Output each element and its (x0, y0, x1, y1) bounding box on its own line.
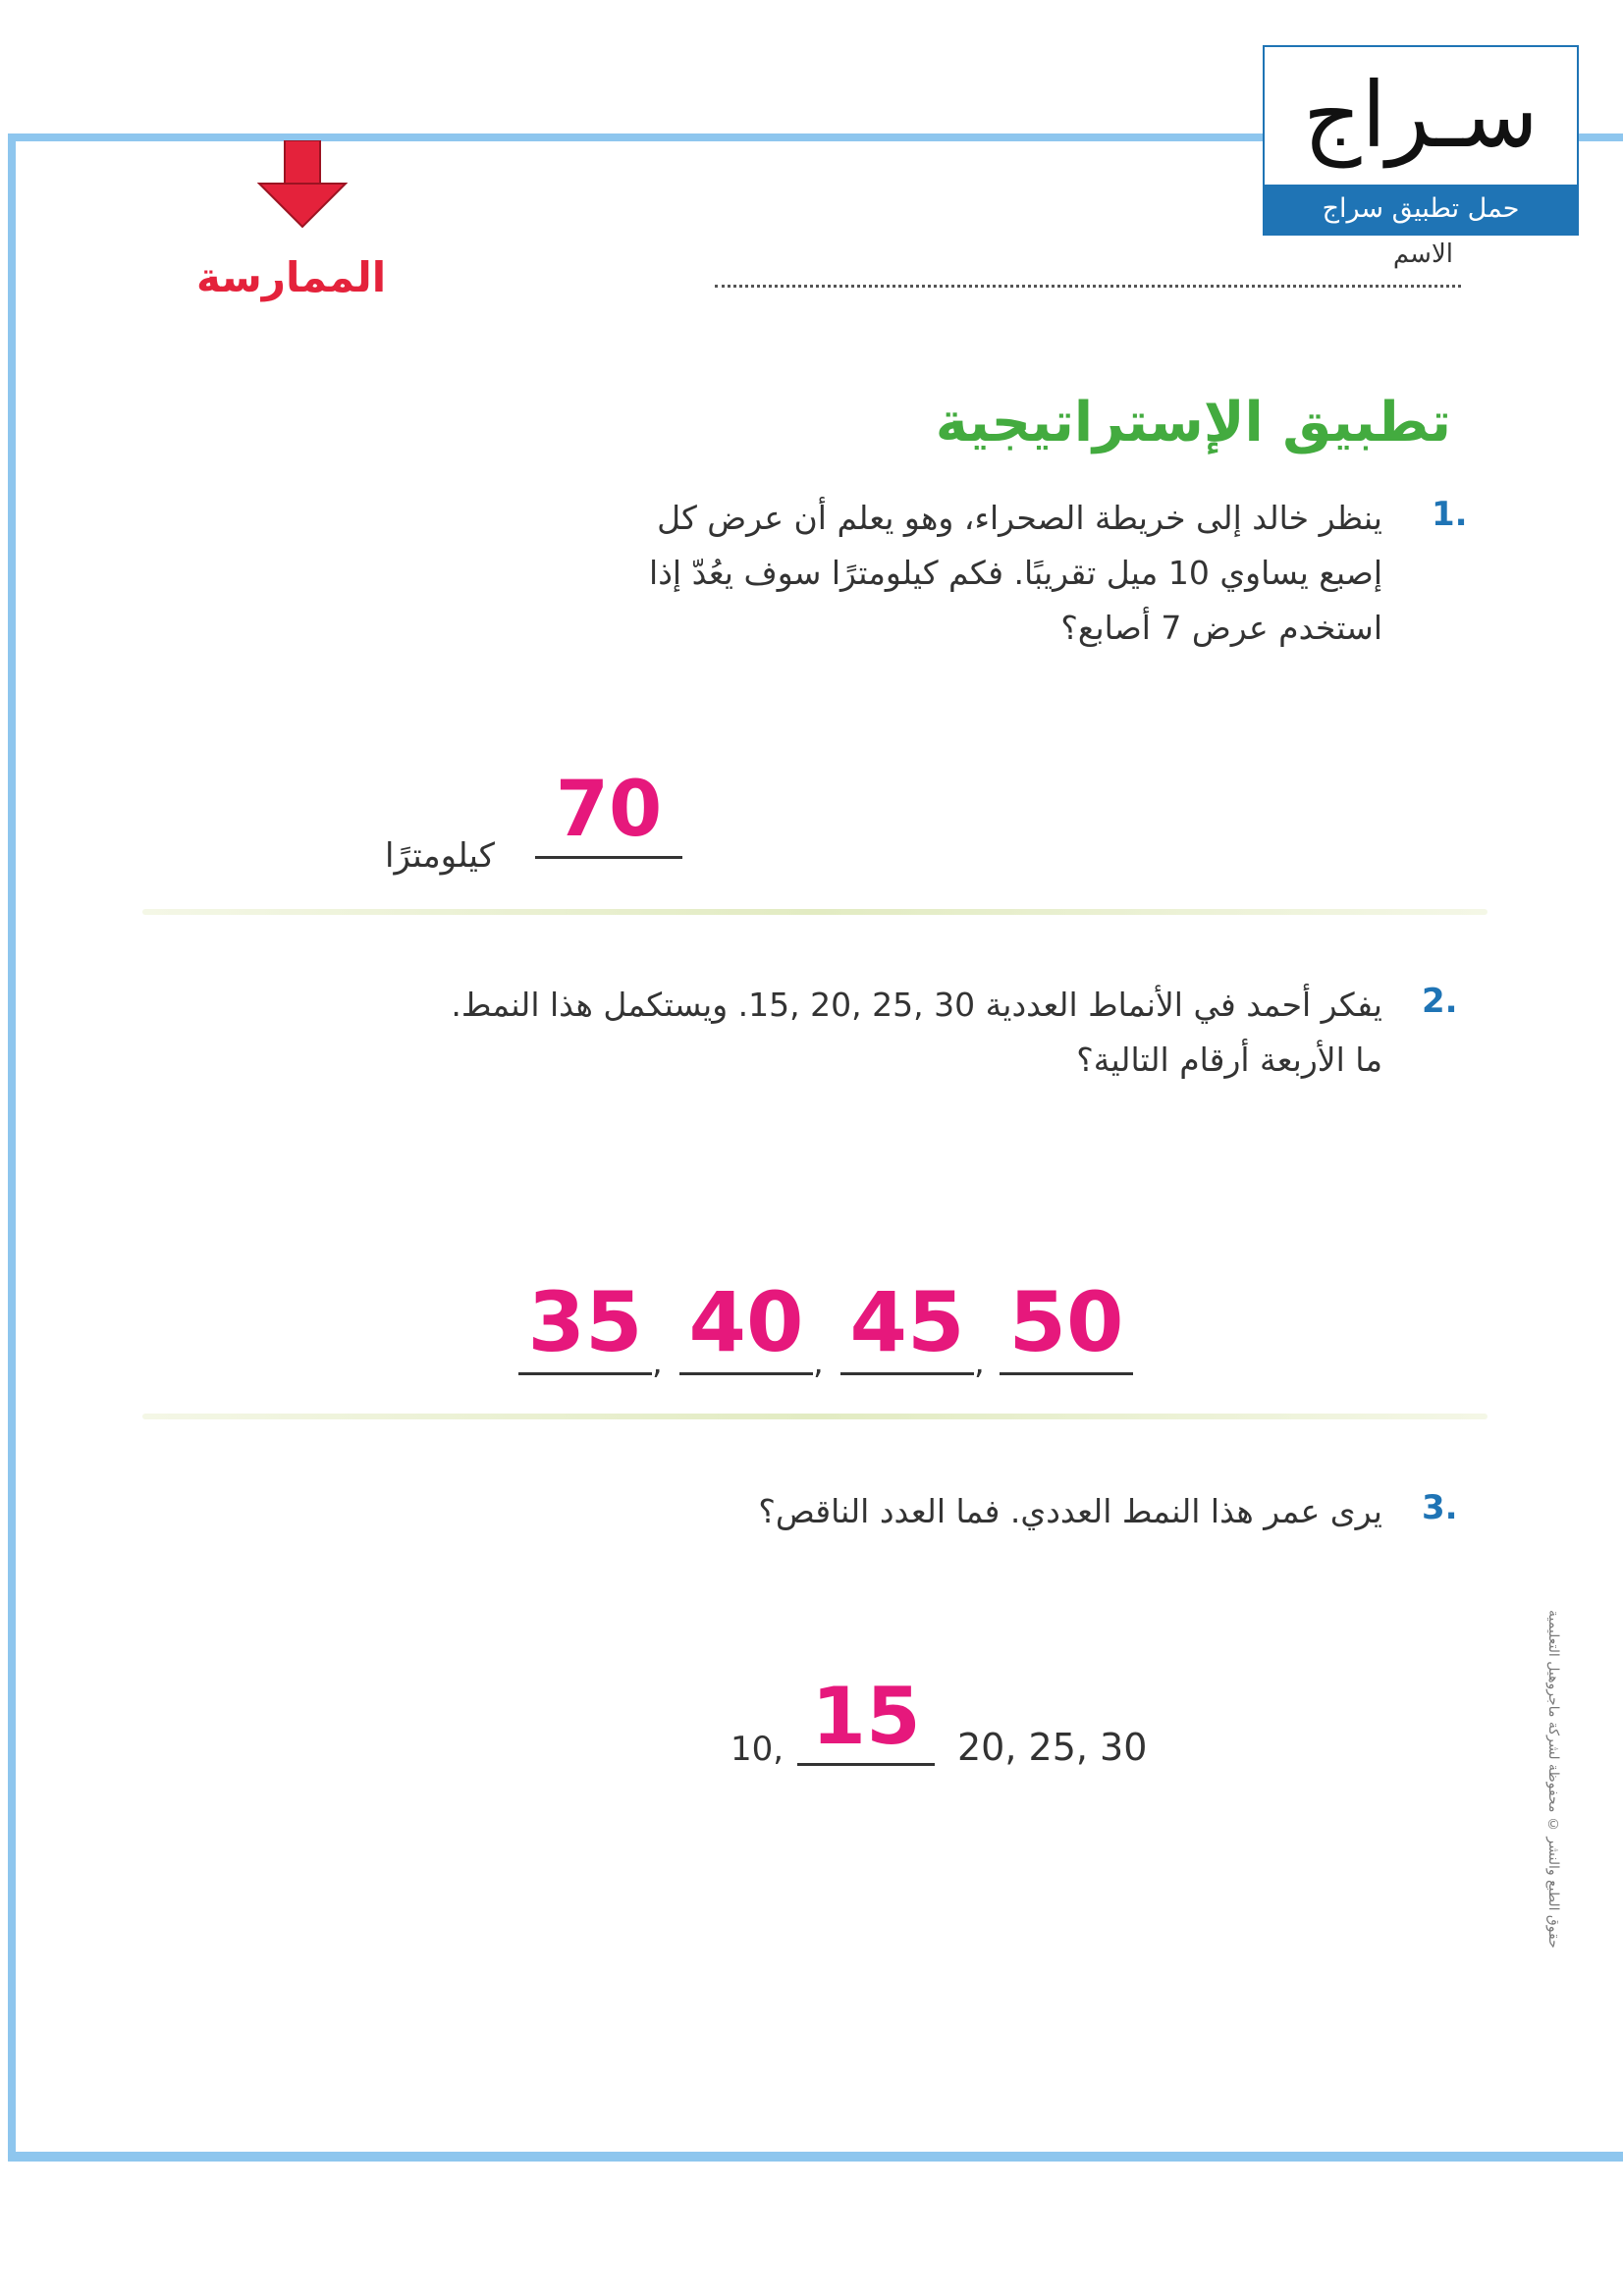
question-1-line-3: استخدم عرض 7 أصابع؟ (1060, 609, 1382, 647)
question-2-number: 2. (1422, 982, 1458, 1021)
question-2-line-1: يفكر أحمد في الأنماط العددية 30 ,25 ,20 ,15. ويستكمل هذا النمط. (451, 986, 1382, 1024)
comma: , (813, 1343, 824, 1382)
question-2-line-2: ما الأربعة أرقام التالية؟ (1076, 1041, 1382, 1079)
comma: , (974, 1343, 985, 1382)
comma: , (652, 1343, 663, 1382)
divider-2 (142, 1414, 1488, 1419)
question-3-number: 3. (1422, 1488, 1458, 1527)
question-2-answer-1[interactable]: 35 (527, 1274, 643, 1370)
question-3-suffix: 20, 25, 30 (957, 1726, 1148, 1769)
practice-label: الممارسة (196, 253, 387, 301)
question-2-answer-2[interactable]: 40 (688, 1274, 804, 1370)
question-3-answer[interactable]: 15 (811, 1671, 921, 1762)
question-2-answer-4[interactable]: 50 (1008, 1274, 1124, 1370)
question-1-answer-line (535, 856, 682, 859)
logo-wordmark: سـراج (1303, 63, 1539, 168)
siraj-logo[interactable] (1263, 45, 1579, 236)
question-3-line-1: يرى عمر هذا النمط العددي. فما العدد الناقص؟ (758, 1492, 1382, 1530)
question-3-answer-line (797, 1763, 935, 1766)
name-field-line[interactable] (715, 285, 1461, 288)
arrow-down-icon (257, 140, 348, 229)
name-label: الاسم (1392, 240, 1453, 269)
question-2-answer-line-3 (840, 1372, 974, 1375)
question-2-answer-line-1 (518, 1372, 652, 1375)
question-2-answer-line-2 (679, 1372, 813, 1375)
question-1-unit: كيلومترًا (385, 836, 495, 876)
question-1-line-1: ينظر خالد إلى خريطة الصحراء، وهو يعلم أن عرض كل (657, 499, 1382, 537)
question-1-answer[interactable]: 70 (555, 766, 663, 854)
page-title: تطبيق الإستراتيجية (935, 391, 1451, 454)
question-2-answer-line-4 (1000, 1372, 1133, 1375)
copyright-note: حقوق الطبع والنشر © محفوظة لشركة ماجروهيل التعليمية (1545, 1610, 1561, 1949)
question-1-line-2: إصبع يساوي 10 ميل تقريبًا. فكم كيلومترًا سوف يعُدّ إذا (649, 554, 1382, 592)
logo-banner[interactable]: حمل تطبيق سراج (1265, 185, 1577, 234)
question-2-answer-3[interactable]: 45 (849, 1274, 965, 1370)
question-1-number: 1. (1432, 495, 1468, 534)
question-3-prefix: 10, (730, 1730, 784, 1769)
divider-1 (142, 909, 1488, 915)
